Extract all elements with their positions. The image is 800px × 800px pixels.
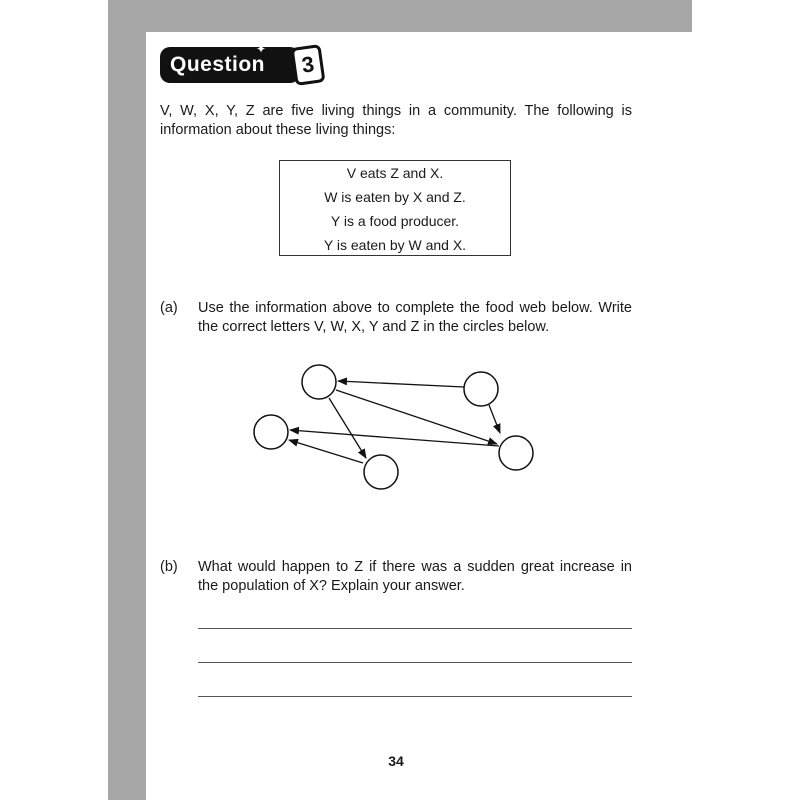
food-web-circle[interactable]: [302, 365, 336, 399]
food-web-arrow: [290, 430, 499, 446]
part-a-label: (a): [160, 300, 178, 316]
answer-line[interactable]: [198, 662, 632, 663]
part-b-text: What would happen to Z if there was a sudden great increase in the population of X? Explain your answer.: [198, 559, 632, 594]
answer-line[interactable]: [198, 696, 632, 697]
food-web-circle[interactable]: [254, 415, 288, 449]
food-web-arrow: [489, 405, 500, 433]
part-b-label: (b): [160, 559, 178, 575]
info-line: V eats Z and X.: [346, 165, 444, 181]
food-web-circle[interactable]: [364, 455, 398, 489]
food-web-arrow: [338, 381, 464, 387]
info-line: Y is eaten by W and X.: [323, 237, 467, 253]
food-web-arrow: [329, 398, 366, 458]
answer-line[interactable]: [198, 628, 632, 629]
question-badge-label: Question: [170, 53, 266, 76]
intro-text: V, W, X, Y, Z are five living things in a community. The following is information about these living things:: [160, 103, 632, 138]
food-web-arrow: [289, 440, 363, 463]
part-b: [160, 558, 632, 598]
info-line: Y is a food producer.: [330, 213, 460, 229]
question-number: 3: [291, 44, 326, 86]
food-web-circle[interactable]: [464, 372, 498, 406]
info-line: W is eaten by X and Z.: [324, 189, 466, 205]
page-number: 34: [388, 753, 404, 769]
sparkle-icon: ✦: [256, 42, 267, 56]
part-a-text: Use the information above to complete the food web below. Write the correct letters V, W, X, Y and Z in the circles below.: [198, 300, 632, 335]
food-web-circle[interactable]: [499, 436, 533, 470]
